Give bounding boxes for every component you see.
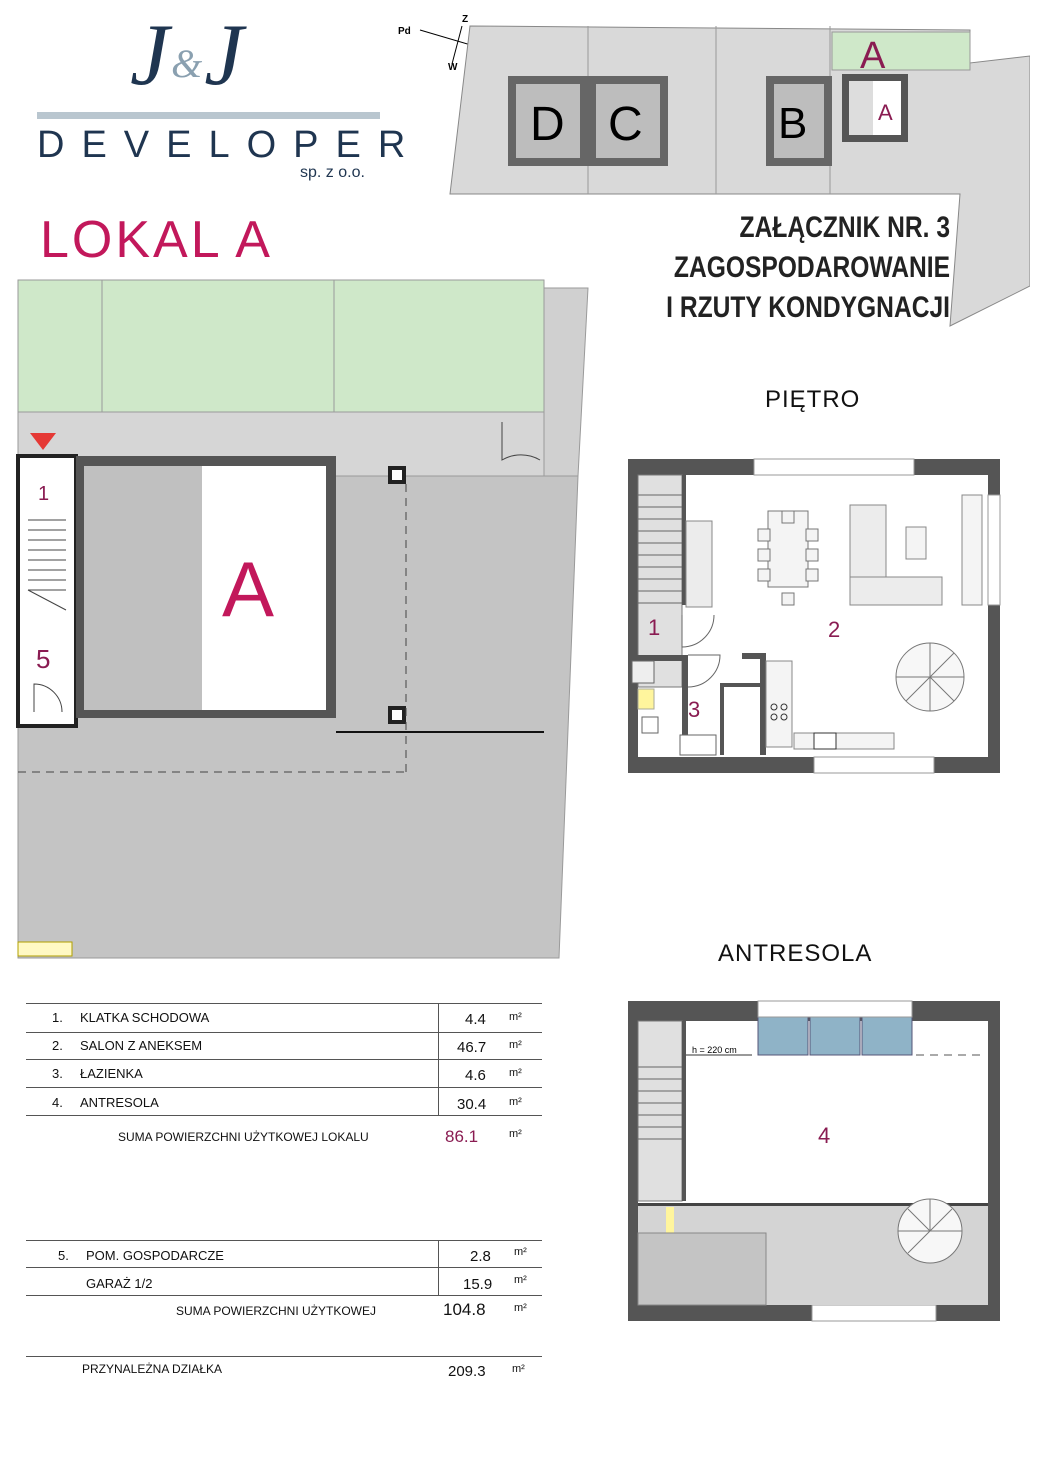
logo-initials <box>130 7 290 104</box>
table1-rule-4 <box>26 1115 542 1116</box>
upper-bath-wall-top <box>628 655 688 661</box>
upper-shower <box>632 661 654 683</box>
mezzanine-title: ANTRESOLA <box>718 940 873 967</box>
meter-box <box>18 942 72 956</box>
upper-coffee-table <box>906 527 926 559</box>
post-2-inner <box>392 710 402 720</box>
mezzanine-stair <box>638 1021 682 1201</box>
table1-rule-1 <box>26 1032 542 1033</box>
annex-line-3: I RZUTY KONDYGNACJI <box>666 291 950 324</box>
extra-1-name: POM. GOSPODARCZE <box>86 1248 224 1263</box>
upper-washer <box>638 689 654 709</box>
table1-rule-3 <box>26 1087 542 1088</box>
plot-unit: m² <box>512 1363 525 1375</box>
compass-south: Pd <box>398 26 411 37</box>
upper-window-top <box>754 459 914 475</box>
extra-2-name: GARAŻ 1/2 <box>86 1276 153 1291</box>
upper-bath-sink <box>680 735 716 755</box>
room-3-unit: m² <box>509 1067 522 1079</box>
skylight-1 <box>758 1015 808 1055</box>
extra-2-unit: m² <box>514 1274 527 1286</box>
room-2-name: SALON Z ANEKSEM <box>80 1038 203 1053</box>
upper-room-2: 2 <box>828 617 841 642</box>
room-2-unit: m² <box>509 1039 522 1051</box>
upper-tv-unit <box>962 495 982 605</box>
upper-sink <box>814 733 836 749</box>
mezzanine-window-top <box>758 1001 912 1017</box>
upper-room-1: 1 <box>648 615 661 640</box>
logo-company: DEVELOPER <box>37 124 423 166</box>
logo-ampersand: & <box>171 40 205 86</box>
room-1-unit: m² <box>509 1011 522 1023</box>
total-unit-label: SUMA POWIERZCHNI UŻYTKOWEJ LOKALU <box>118 1130 369 1144</box>
skylight-2 <box>810 1015 860 1055</box>
upper-kitchen-island <box>794 733 894 749</box>
total-unit-unit: m² <box>509 1128 522 1140</box>
upper-toilet <box>642 717 658 733</box>
upper-sofa-left <box>686 521 712 607</box>
plot-area: 209.3 <box>448 1363 486 1380</box>
site-lawn-a <box>832 32 970 70</box>
total-usable-unit: m² <box>514 1302 527 1314</box>
logo-j-left: J <box>130 7 172 104</box>
compass-west: W <box>448 62 458 73</box>
table1-top-rule <box>26 1003 542 1004</box>
room-2-area: 46.7 <box>457 1039 487 1056</box>
plot-label: PRZYNALEŻNA DZIAŁKA <box>82 1362 223 1376</box>
room-4-no: 4. <box>52 1095 63 1110</box>
mezzanine-room-4: 4 <box>818 1123 831 1148</box>
ground-room-1: 1 <box>38 483 50 505</box>
logo-suffix: sp. z o.o. <box>300 164 365 181</box>
page-title: LOKAL A <box>40 211 273 269</box>
lawn <box>18 280 544 412</box>
room-3-no: 3. <box>52 1066 63 1081</box>
table2-rule-2 <box>26 1295 542 1296</box>
extra-1-no: 5. <box>58 1248 69 1263</box>
annex-line-2: ZAGOSPODAROWANIE <box>673 251 950 284</box>
mezzanine-height-note: h = 220 cm <box>692 1045 737 1055</box>
upper-stair-wall <box>682 475 686 605</box>
site-label-d: D <box>530 98 565 151</box>
logo-j-right: J <box>204 7 246 104</box>
upper-kitchen-wall <box>760 653 766 755</box>
total-usable-label: SUMA POWIERZCHNI UŻYTKOWEJ <box>176 1304 377 1318</box>
upper-window-right <box>988 495 1000 605</box>
table2-rule-1 <box>26 1267 542 1268</box>
total-unit-area: 86.1 <box>445 1127 479 1146</box>
upper-sofa-bottom <box>850 577 942 605</box>
upper-wall-mid <box>720 683 724 755</box>
site-label-a-lawn: A <box>860 35 886 77</box>
upper-wall-mid-top <box>724 683 760 687</box>
garage-left-bay <box>84 466 202 710</box>
compass-line-2 <box>452 26 462 64</box>
upper-kitchen-counter <box>766 661 792 747</box>
total-usable-area: 104.8 <box>443 1300 486 1319</box>
room-2-no: 2. <box>52 1038 63 1053</box>
room-4-area: 30.4 <box>457 1096 487 1113</box>
extra-1-unit: m² <box>514 1246 527 1258</box>
table1-rule-2 <box>26 1059 542 1060</box>
side-paving <box>544 288 588 476</box>
room-4-name: ANTRESOLA <box>80 1095 159 1110</box>
room-1-no: 1. <box>52 1010 63 1025</box>
logo-bar <box>37 112 380 119</box>
extra-2-area: 15.9 <box>463 1276 493 1293</box>
upper-window-bottom <box>814 757 934 773</box>
mezzanine-window-bottom <box>812 1305 936 1321</box>
post-1-inner <box>392 470 402 480</box>
site-unit-a-left <box>849 81 873 135</box>
room-3-area: 4.6 <box>465 1067 486 1084</box>
upper-room-3: 3 <box>688 697 701 722</box>
compass-east: Z <box>462 14 469 25</box>
site-label-b: B <box>778 99 808 148</box>
room-4-unit: m² <box>509 1096 522 1108</box>
room-3-name: ŁAZIENKA <box>80 1066 143 1081</box>
room-1-area: 4.4 <box>465 1011 486 1028</box>
mezzanine-marker <box>666 1207 674 1233</box>
upper-floor-plan <box>624 455 1004 777</box>
site-label-c: C <box>608 98 643 151</box>
site-label-a-unit: A <box>878 100 893 125</box>
mezzanine-stair-wall <box>682 1021 686 1201</box>
mezzanine-lower-block <box>638 1233 766 1305</box>
ground-plan <box>14 270 594 970</box>
mezzanine-plan <box>624 997 1004 1325</box>
ground-room-5: 5 <box>36 644 51 674</box>
upper-floor-title: PIĘTRO <box>765 386 861 413</box>
ground-unit-label: A <box>222 545 275 633</box>
room-1-name: KLATKA SCHODOWA <box>80 1010 210 1025</box>
upper-kitchen-wall-top <box>742 653 766 659</box>
annex-line-1: ZAŁĄCZNIK NR. 3 <box>739 211 950 244</box>
table2-top-rule <box>26 1240 542 1241</box>
extra-1-area: 2.8 <box>470 1248 491 1265</box>
skylight-3 <box>862 1015 912 1055</box>
plot-rule <box>26 1356 542 1357</box>
